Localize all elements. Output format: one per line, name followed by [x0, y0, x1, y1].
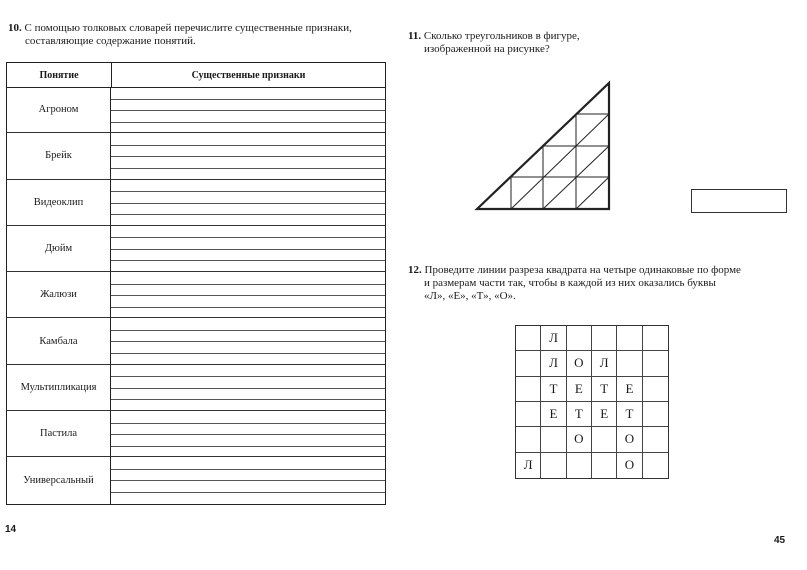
- writing-line: [111, 99, 385, 100]
- writing-line: [111, 237, 385, 238]
- table-header: [7, 63, 385, 88]
- task-11-number: 11.: [408, 30, 422, 42]
- page-number-left: 14: [5, 524, 17, 535]
- grid-cell: [617, 326, 642, 351]
- writing-line: [111, 353, 385, 354]
- writing-line: [111, 480, 385, 481]
- writing-line: [111, 388, 385, 389]
- triangle-figure: [474, 80, 614, 212]
- table-row: [7, 226, 385, 272]
- writing-line: [111, 214, 385, 215]
- writing-line: [111, 203, 385, 204]
- table-row: [7, 318, 385, 364]
- grid-cell: [567, 326, 592, 351]
- grid-cell: [592, 427, 617, 452]
- answer-lines[interactable]: [111, 180, 385, 225]
- grid-cell: [516, 351, 541, 376]
- concept-label: Мультипликация: [7, 365, 111, 410]
- writing-line: [111, 469, 385, 470]
- page-number-right: 45: [774, 535, 786, 546]
- concept-label: Универсальный: [7, 457, 111, 503]
- grid-cell: [516, 427, 541, 452]
- grid-cell: О: [567, 351, 592, 376]
- grid-cell: Т: [567, 402, 592, 427]
- grid-cell: Л: [592, 351, 617, 376]
- grid-cell: [643, 427, 668, 452]
- concept-label: Камбала: [7, 318, 111, 363]
- grid-cell: [643, 402, 668, 427]
- concept-label: Брейк: [7, 133, 111, 178]
- header-features: Существенные признаки: [191, 69, 306, 81]
- concept-label: Агроном: [7, 87, 111, 132]
- grid-cell: [567, 453, 592, 478]
- task-11-line-2: изображенной на рисунке?: [424, 43, 550, 55]
- answer-lines[interactable]: [111, 272, 385, 317]
- grid-cell: Л: [541, 351, 566, 376]
- writing-line: [111, 341, 385, 342]
- grid-cell: [541, 427, 566, 452]
- writing-line: [111, 434, 385, 435]
- grid-cell: [516, 402, 541, 427]
- writing-line: [111, 110, 385, 111]
- grid-cell: [592, 453, 617, 478]
- grid-cell: [592, 326, 617, 351]
- grid-cell: Е: [541, 402, 566, 427]
- writing-line: [111, 295, 385, 296]
- task-12-line-2: и размерам части так, чтобы в каждой из них оказались буквы: [424, 277, 716, 289]
- grid-cell: [643, 377, 668, 402]
- grid-cell: Л: [516, 453, 541, 478]
- figure-line: [576, 177, 609, 209]
- grid-cell: [643, 453, 668, 478]
- writing-line: [111, 260, 385, 261]
- table-row: [7, 457, 385, 503]
- writing-line: [111, 492, 385, 493]
- header-concept: Понятие: [7, 63, 112, 87]
- concept-table: [6, 62, 386, 505]
- grid-cell: О: [617, 453, 642, 478]
- grid-cell: О: [567, 427, 592, 452]
- grid-cell: [617, 351, 642, 376]
- letter-grid: [515, 325, 669, 479]
- answer-lines[interactable]: [111, 226, 385, 271]
- writing-line: [111, 249, 385, 250]
- concept-label: Дюйм: [7, 226, 111, 271]
- task-11-line-1: Сколько треугольников в фигуре,: [423, 30, 580, 42]
- writing-line: [111, 446, 385, 447]
- table-row: [7, 180, 385, 226]
- table-row: [7, 87, 385, 133]
- task-12-number: 12.: [408, 264, 422, 276]
- grid-cell: [643, 351, 668, 376]
- grid-cell: Е: [617, 377, 642, 402]
- table-row: [7, 272, 385, 318]
- writing-line: [111, 307, 385, 308]
- grid-cell: [516, 377, 541, 402]
- task-10-number: 10.: [8, 22, 22, 34]
- writing-line: [111, 156, 385, 157]
- answer-lines[interactable]: [111, 87, 385, 132]
- answer-lines[interactable]: [111, 457, 385, 503]
- answer-lines[interactable]: [111, 133, 385, 178]
- grid-cell: О: [617, 427, 642, 452]
- writing-line: [111, 122, 385, 123]
- task-11-text: [408, 30, 668, 56]
- writing-line: [111, 423, 385, 424]
- answer-lines[interactable]: [111, 411, 385, 456]
- task-10-line-2: составляющие содержание понятий.: [25, 35, 196, 47]
- writing-line: [111, 191, 385, 192]
- grid-cell: Е: [567, 377, 592, 402]
- grid-cell: Т: [617, 402, 642, 427]
- table-row: [7, 365, 385, 411]
- table-body: [7, 87, 385, 504]
- grid-cell: [541, 453, 566, 478]
- concept-label: Видеоклип: [7, 180, 111, 225]
- grid-cell: Т: [592, 377, 617, 402]
- table-row: [7, 133, 385, 179]
- writing-line: [111, 376, 385, 377]
- writing-line: [111, 145, 385, 146]
- grid-cell: Е: [592, 402, 617, 427]
- writing-line: [111, 284, 385, 285]
- grid-cell: Т: [541, 377, 566, 402]
- grid-cell: Л: [541, 326, 566, 351]
- answer-lines[interactable]: [111, 365, 385, 410]
- grid-cell: [643, 326, 668, 351]
- writing-line: [111, 168, 385, 169]
- task-12-text: [408, 264, 798, 303]
- task-10-text: [8, 22, 398, 48]
- grid-cell: [516, 326, 541, 351]
- concept-label: Пастила: [7, 411, 111, 456]
- task-12-line-3: «Л», «Е», «Т», «О».: [424, 290, 516, 302]
- task-10-line-1: С помощью толковых словарей перечислите существенные признаки,: [24, 22, 352, 34]
- concept-label: Жалюзи: [7, 272, 111, 317]
- task-12-line-1: Проведите линии разреза квадрата на четыре одинаковые по форме: [424, 264, 741, 276]
- answer-box[interactable]: [691, 189, 787, 213]
- writing-line: [111, 399, 385, 400]
- writing-line: [111, 330, 385, 331]
- answer-lines[interactable]: [111, 318, 385, 363]
- table-row: [7, 411, 385, 457]
